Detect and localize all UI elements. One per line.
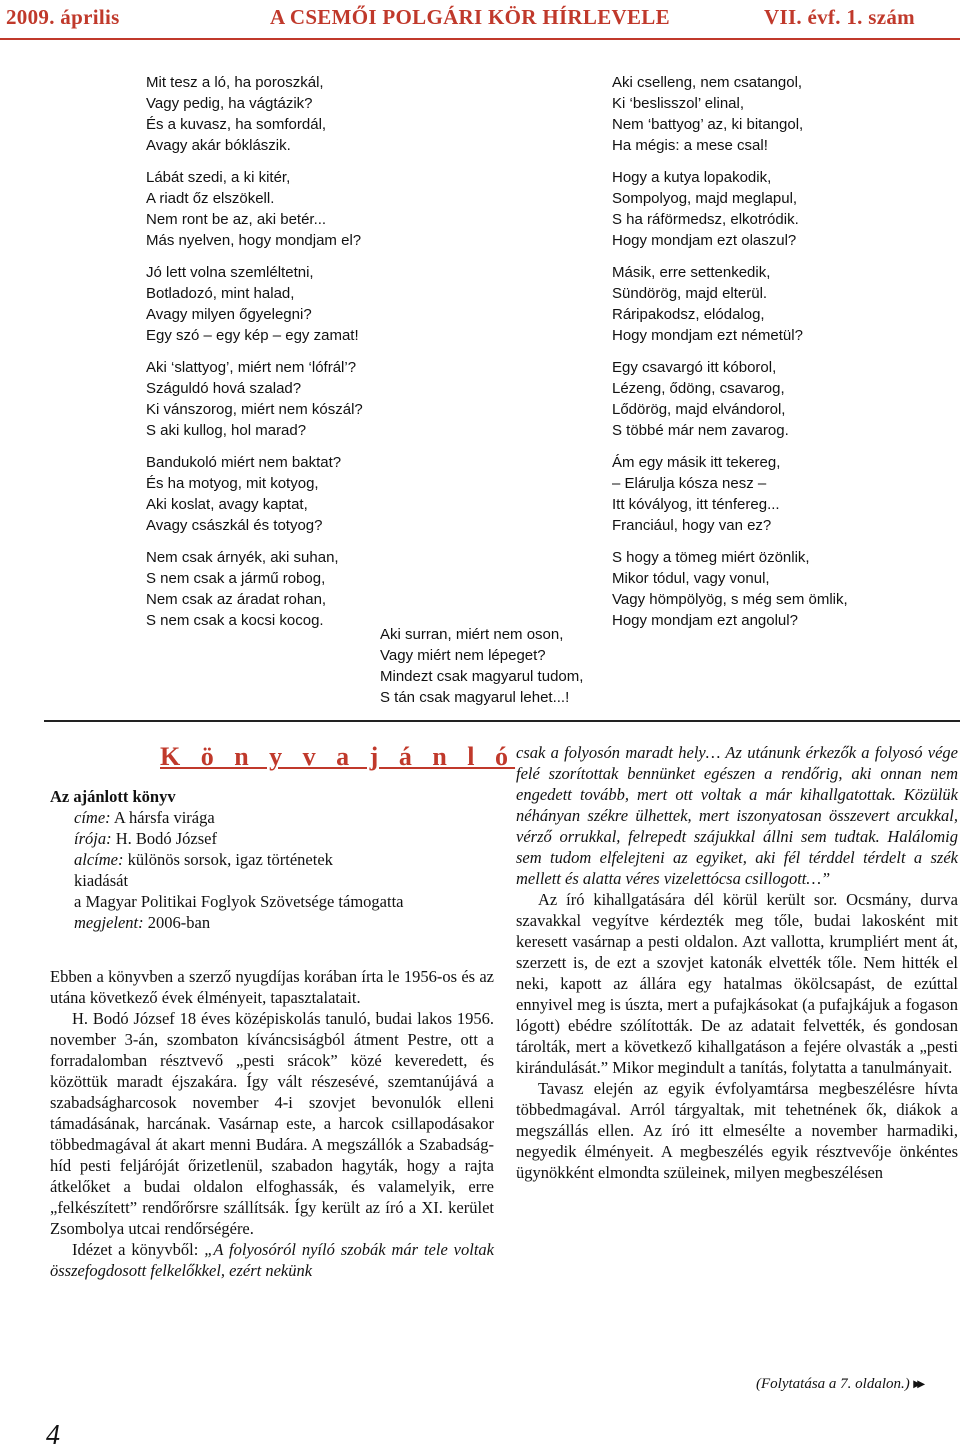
poem-line: Avagy milyen őgyelegni? xyxy=(146,306,312,323)
poem-line: Jó lett volna szemléltetni, xyxy=(146,264,314,281)
book-published: megjelent: 2006-ban xyxy=(74,913,211,932)
poem-line: Hogy mondjam ezt olaszul? xyxy=(612,232,797,249)
poem-stanza xyxy=(612,547,957,631)
poem-stanza xyxy=(612,262,957,346)
poem-line: Egy szó – egy kép – egy zamat! xyxy=(146,327,359,344)
poem-line: Nem ront be az, aki betér... xyxy=(146,211,327,228)
poem-line: S hogy a tömeg miért özönlik, xyxy=(612,549,810,566)
book-field: írója: H. Bodó József xyxy=(74,829,217,848)
poem-line: Mit tesz a ló, ha poroszkál, xyxy=(146,74,324,91)
poem-line: S tán csak magyarul lehet...! xyxy=(380,689,570,706)
quote-paragraph: Idézet a könyvből: „A folyosóról nyíló szobák már tele voltak összefogdosott felkelőkkel, ezért nekünk xyxy=(50,1240,494,1280)
poem-line: Bandukoló miért nem baktat? xyxy=(146,454,342,471)
poem-line: Nem ‘battyog’ az, ki bitangol, xyxy=(612,116,804,133)
poem-line: Ráripakodsz, elódalog, xyxy=(612,306,765,323)
poem-line: S aki kullog, hol marad? xyxy=(146,422,307,439)
poem-line: Ám egy másik itt tekereg, xyxy=(612,454,781,471)
poem-line: S ha ráförmedsz, elkotródik. xyxy=(612,211,799,228)
book-publisher-label: kiadását xyxy=(74,871,129,890)
double-arrow-icon: ▸▸ xyxy=(913,1377,922,1392)
poem-line: Vagy miért nem lépeget? xyxy=(380,647,546,664)
poem-line: És a kuvasz, ha somfordál, xyxy=(146,116,327,133)
poem-stanza xyxy=(146,262,566,346)
poem-stanza xyxy=(146,547,566,631)
section-title: K ö n y v a j á n l ó xyxy=(160,742,516,771)
poem-line: Hogy mondjam ezt németül? xyxy=(612,327,803,344)
poem-line: S nem csak a kocsi kocog. xyxy=(146,612,324,629)
poem-line: Nem csak az áradat rohan, xyxy=(146,591,327,608)
poem-line: Botladozó, mint halad, xyxy=(146,285,295,302)
poem-stanza xyxy=(146,357,566,441)
page-number: 4 xyxy=(46,1420,60,1451)
poem-line: Lézeng, ődöng, csavarog, xyxy=(612,380,785,397)
poem-line: Aki cselleng, nem csatangol, xyxy=(612,74,803,91)
header-title: A CSEMŐI POLGÁRI KÖR HÍRLEVELE xyxy=(270,5,670,29)
poem-line: Mikor tódul, vagy vonul, xyxy=(612,570,770,587)
poem-stanza xyxy=(612,167,957,251)
poem-left-column xyxy=(146,72,566,642)
poem-line: Hogy a kutya lopakodik, xyxy=(612,169,772,186)
header-rule xyxy=(0,38,960,40)
quote-continuation: csak a folyosón maradt hely… Az utánunk érkezők a folyosó vége felé szorítottak bennünket egészen a rendőrig, aki onnan nem engedett tovább, mert ott voltak a már kihallgatottak. Közülük néhányan székre ülhettek, mert iszonyatosan összevert arcukkal, vérző orrukkal, felrepedt szájukkal állni sem tudtak. Halálomig sem tudom elfelejteni az egyiket, aki fél térddel térdelt a szék mellett és alatta véres vizelettócsa csillogott…” xyxy=(516,743,958,888)
poem-closing-stanza xyxy=(380,624,680,708)
poem-line: Vagy hömpölyög, s még sem ömlik, xyxy=(612,591,848,608)
poem-line: Aki koslat, avagy kaptat, xyxy=(146,496,308,513)
poem-line: S nem csak a jármű robog, xyxy=(146,570,326,587)
poem-line: Ki ‘beslisszol’ elinal, xyxy=(612,95,744,112)
poem-line: Sündörög, majd elterül. xyxy=(612,285,768,302)
poem-line: Nem csak árnyék, aki suhan, xyxy=(146,549,339,566)
poem-line: Franciául, hogy van ez? xyxy=(612,517,772,534)
poem-right-column xyxy=(612,72,957,642)
poem-line: Sompolyog, majd meglapul, xyxy=(612,190,798,207)
poem-line: Mindezt csak magyarul tudom, xyxy=(380,668,584,685)
poem-stanza xyxy=(146,72,566,156)
header-date: 2009. április xyxy=(6,5,120,29)
article-paragraph: H. Bodó József 18 éves középiskolás tanuló, budai lakos 1956. november 3-án, szombaton kíváncsiságból átment Pestre, ott a forradalomban résztvevő „pesti srácok” közé keveredett, és közöttük maradt éjszakára. Így vált részesévé, szemtanújává a szabadságharcosok november 4-i szovjet bevonulók elleni támadásának, harcának. Vasárnap este, a harcok csillapodásakor többedmagával át akart menni Budára. A megszállók a Szabadság-híd pesti feljáróját őrizetlenül, szabadon hagyták, hogy a rajta átkelőket a budai oldalon elfoghassák, és valamelyik, erre „felkészített” rendőrőrsre szállítsák. Így került az író a XI. kerület Zsombolya utcai rendőrségére. xyxy=(50,1009,494,1238)
article-left-column xyxy=(50,966,494,1281)
poem-stanza xyxy=(612,72,957,156)
article-paragraph: Tavasz elején az egyik évfolyamtársa megbeszélésre hívta többedmagával. Arról tárgyaltak, mit tehetnének ők, diákok a megszállás ellen. Az író itt elmesélte a november harmadiki, negyedik élményeit. A megbeszélés egyik résztvevője önkéntes ügynökként elmondta szüleinek, milyen megbeszélésen xyxy=(516,1079,958,1182)
poem-line: S többé már nem zavarog. xyxy=(612,422,789,439)
poem-line: Avagy akár bóklászik. xyxy=(146,137,291,154)
book-field: alcíme: különös sorsok, igaz történetek xyxy=(74,850,333,869)
poem-line: Egy csavargó itt kóborol, xyxy=(612,359,777,376)
poem-line: Lábát szedi, a ki kitér, xyxy=(146,169,291,186)
poem-line: Másik, erre settenkedik, xyxy=(612,264,771,281)
section-divider xyxy=(44,720,960,722)
poem-line: Avagy császkál és totyog? xyxy=(146,517,323,534)
poem-line: Száguldó hová szalad? xyxy=(146,380,302,397)
article-paragraph: Az író kihallgatására dél körül került sor. Ocsmány, durva szavakkal vegyítve kérdezték meg tőle, budai lakosként mit keresett vasárnap a pesti oldalon. Azt vallotta, krumpliért ment át, szerzett is, de ezt a szovjet katonák elvették tőle. Nem hitték el neki, kapott az állára egy hatalmas ökölcsapást, de ezúttal ennyivel meg is úszta, mert a pufajkásokat (a pufajkájuk a fogason lógott) ebédre szólították. De az adatait felvették, és gondosan tárolták, mert a következő kihallgatáson a fejére olvasták a „pesti kirándulását.” Mikor megindult a tanítás, folytatta a tanulmányait. xyxy=(516,890,958,1077)
poem-line: A riadt őz elszökell. xyxy=(146,190,275,207)
poem-line: Hogy mondjam ezt angolul? xyxy=(612,612,798,629)
poem-line: Ha mégis: a mese csal! xyxy=(612,137,768,154)
poem-line: Lődörög, majd elvándorol, xyxy=(612,401,786,418)
poem-line: Aki surran, miért nem oson, xyxy=(380,626,564,643)
book-field: címe: A hársfa virága xyxy=(74,808,215,827)
poem-stanza xyxy=(612,357,957,441)
poem-stanza xyxy=(612,452,957,536)
poem-line: Vagy pedig, ha vágtázik? xyxy=(146,95,313,112)
poem-line: És ha motyog, mit kotyog, xyxy=(146,475,319,492)
book-publisher-value: a Magyar Politikai Foglyok Szövetsége támogatta xyxy=(74,892,404,911)
article-paragraph: Ebben a könyvben a szerző nyugdíjas korában írta le 1956-os és az utána következő évek élményeit, tapasztalatait. xyxy=(50,967,494,1007)
continuation-note: (Folytatása a 7. oldalon.) ▸▸ xyxy=(756,1376,922,1392)
poem-stanza xyxy=(146,452,566,536)
article-right-column xyxy=(516,742,958,1183)
poem-stanza xyxy=(146,167,566,251)
page-header xyxy=(0,0,960,40)
book-heading: Az ajánlott könyv xyxy=(50,787,176,806)
poem-line: – Elárulja kósza nesz – xyxy=(612,475,767,492)
book-info xyxy=(50,786,490,933)
poem-line: Aki ‘slattyog’, miért nem ‘lófrál’? xyxy=(146,359,357,376)
header-issue: VII. évf. 1. szám xyxy=(764,5,915,29)
poem-line: Ki vánszorog, miért nem kószál? xyxy=(146,401,363,418)
poem-line: Más nyelven, hogy mondjam el? xyxy=(146,232,362,249)
poem-line: Itt kóvályog, itt ténfereg... xyxy=(612,496,780,513)
